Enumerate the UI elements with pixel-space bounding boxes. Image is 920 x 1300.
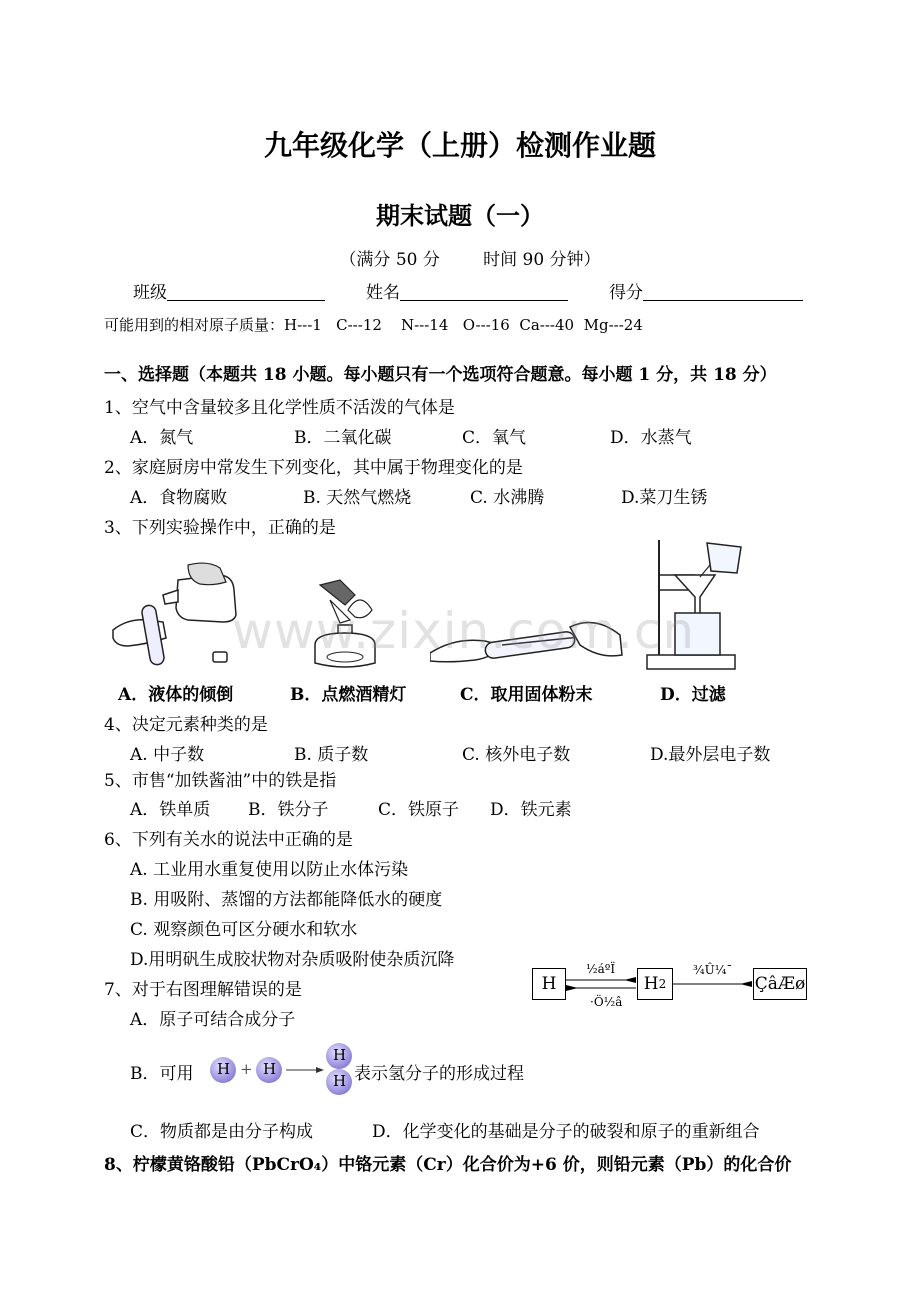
q2-option-a[interactable]: A．食物腐败 xyxy=(130,488,228,508)
q2-option-d[interactable]: D.菜刀生锈 xyxy=(621,488,708,508)
score-field xyxy=(609,278,803,303)
q6-option-c[interactable]: C. 观察颜色可区分硬水和软水 xyxy=(130,920,358,940)
exam-info: （满分 50 分 时间 90 分钟） xyxy=(339,250,601,270)
q1-option-c[interactable]: C．氧气 xyxy=(462,428,527,448)
q3-option-a[interactable]: A．液体的倾倒 xyxy=(118,685,234,705)
liquid-pouring-illustration xyxy=(108,560,243,675)
q6-option-d[interactable]: D.用明矾生成胶状物对杂质吸附使杂质沉降 xyxy=(130,950,455,970)
diagram-box-h2-label: H xyxy=(643,974,659,994)
name-blank[interactable] xyxy=(400,282,568,301)
q3-option-c[interactable]: C．取用固体粉末 xyxy=(460,685,593,705)
arrow-combine-label: ½áºÏ xyxy=(586,962,616,976)
diagram-box-h2-subscript: 2 xyxy=(658,977,667,991)
atom-label-2: H xyxy=(263,1060,277,1078)
question-7-stem: 7、对于右图理解错误的是 xyxy=(104,980,302,1000)
q4-option-b[interactable]: B. 质子数 xyxy=(294,745,369,765)
q7-option-c[interactable]: C．物质都是由分子构成 xyxy=(130,1122,314,1142)
q7-option-b-suffix[interactable]: 表示氢分子的形成过程 xyxy=(354,1064,524,1084)
q1-option-b[interactable]: B．二氧化碳 xyxy=(294,428,392,448)
q1-option-a[interactable]: A．氮气 xyxy=(130,428,194,448)
q2-option-c[interactable]: C. 水沸腾 xyxy=(470,488,545,508)
section-heading: 一、选择题（本题共 18 小题。每小题只有一个选项符合题意。每小题 1 分，共 18 分） xyxy=(104,365,777,385)
question-4-stem: 4、决定元素种类的是 xyxy=(104,715,268,735)
arrow-gather-label: ¾Û¼¯ xyxy=(693,963,733,977)
page-subtitle: 期末试题（一） xyxy=(376,202,544,230)
watermark-text: www.zixin.com.cn xyxy=(232,602,696,660)
class-blank[interactable] xyxy=(167,282,325,301)
name-field xyxy=(366,278,568,303)
q5-option-a[interactable]: A．铁单质 xyxy=(130,800,211,820)
atom-label-1: H xyxy=(217,1060,231,1078)
diagram-box-h xyxy=(532,968,566,1000)
question-1-stem: 1、空气中含量较多且化学性质不活泼的气体是 xyxy=(104,398,455,418)
q7-option-d[interactable]: D．化学变化的基础是分子的破裂和原子的重新组合 xyxy=(372,1122,760,1142)
question-2-stem: 2、家庭厨房中常发生下列变化，其中属于物理变化的是 xyxy=(104,458,523,478)
question-6-stem: 6、下列有关水的说法中正确的是 xyxy=(104,830,353,850)
name-label: 姓名 xyxy=(366,283,400,303)
question-5-stem: 5、市售“加铁酱油”中的铁是指 xyxy=(104,771,337,791)
q1-option-d[interactable]: D．水蒸气 xyxy=(610,428,692,448)
score-label: 得分 xyxy=(609,283,643,303)
question-8-stem: 8、柠檬黄铬酸铅（PbCrO₄）中铬元素（Cr）化合价为+6 价，则铅元素（Pb）的化合价 xyxy=(104,1155,792,1175)
plus-sign: + xyxy=(240,1060,253,1078)
arrow-decompose-label: ·Ö½â xyxy=(590,995,623,1009)
class-field xyxy=(133,278,325,303)
q4-option-a[interactable]: A. 中子数 xyxy=(130,745,205,765)
q6-option-a[interactable]: A. 工业用水重复使用以防止水体污染 xyxy=(130,860,409,880)
page-title: 九年级化学（上册）检测作业题 xyxy=(263,129,656,162)
q4-option-c[interactable]: C. 核外电子数 xyxy=(462,745,571,765)
q7-option-a[interactable]: A．原子可结合成分子 xyxy=(130,1010,296,1030)
diagram-box-hydrogen-label: ÇâÆø xyxy=(754,974,806,994)
molecule-label-2: H xyxy=(333,1072,347,1090)
q5-option-c[interactable]: C．铁原子 xyxy=(378,800,460,820)
diagram-box-h-label: H xyxy=(541,974,557,994)
q5-option-b[interactable]: B．铁分子 xyxy=(248,800,329,820)
class-label: 班级 xyxy=(133,283,167,303)
q5-option-d[interactable]: D．铁元素 xyxy=(490,800,572,820)
score-blank[interactable] xyxy=(643,282,803,301)
q3-option-d[interactable]: D．过滤 xyxy=(660,685,726,705)
q3-option-b[interactable]: B．点燃酒精灯 xyxy=(290,685,407,705)
q2-option-b[interactable]: B. 天然气燃烧 xyxy=(303,488,412,508)
q4-option-d[interactable]: D.最外层电子数 xyxy=(650,745,771,765)
molecule-label-1: H xyxy=(333,1046,347,1064)
q7-option-b-prefix[interactable]: B．可用 xyxy=(130,1064,194,1084)
question-3-stem: 3、下列实验操作中，正确的是 xyxy=(104,518,336,538)
q6-option-b[interactable]: B. 用吸附、蒸馏的方法都能降低水的硬度 xyxy=(130,890,443,910)
diagram-box-hydrogen xyxy=(753,968,807,1000)
atomic-mass-line: 可能用到的相对原子质量：H---1 C---12 N---14 O---16 Ca---40 Mg---24 xyxy=(104,316,643,334)
